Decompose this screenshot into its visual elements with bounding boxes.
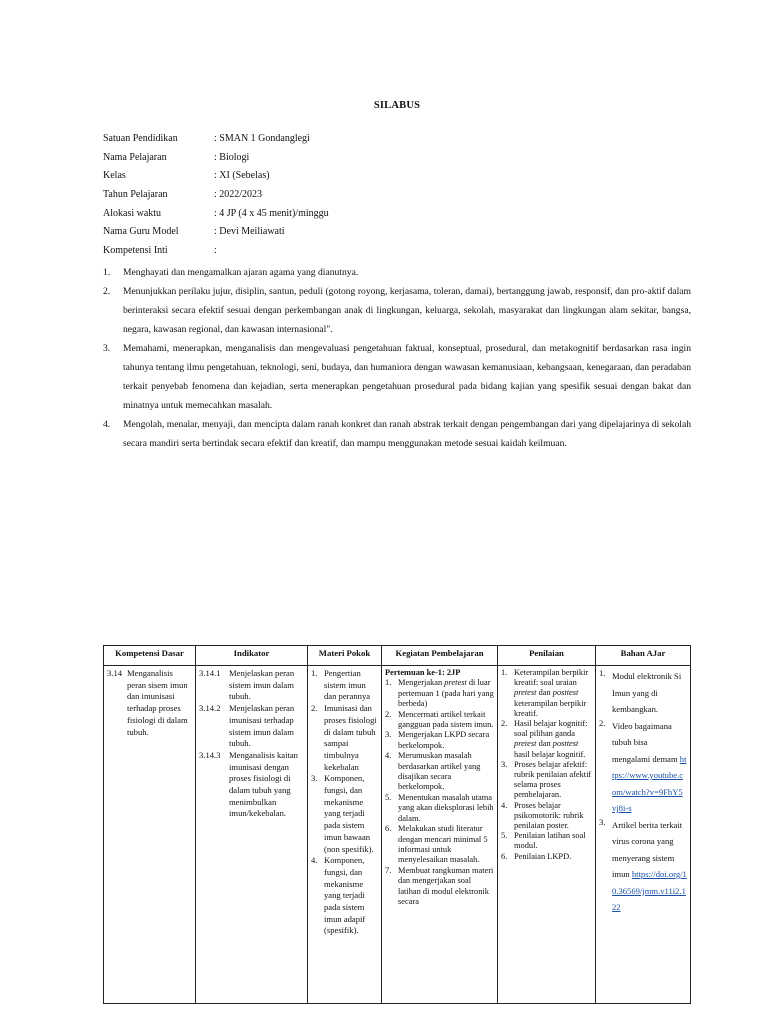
info-value: : Biologi [214, 151, 250, 163]
item-text: Menentukan masalah utama yang akan dieksplorasi lebih dalam. [398, 792, 494, 823]
item-number: 3.14.1 [199, 668, 221, 678]
item-text: Menganalisis kaitan imunisasi dengan proses fisiologi di dalam tubuh yang menimbulkan imun/kekebalan. [229, 749, 298, 819]
info-label: Nama Guru Model [103, 226, 179, 238]
item-number: 5. [501, 831, 508, 841]
penilaian-list [501, 668, 592, 862]
item-text: Hasil belajar kognitif: soal pilihan ganda pretest dan posttest hasil belajar kognitif. [514, 719, 588, 759]
info-value: : 2022/2023 [214, 189, 263, 201]
kegiatan-list [385, 678, 494, 907]
info-row [103, 205, 329, 224]
penilaian-cell [498, 666, 596, 1004]
list-item [311, 668, 378, 703]
list-item [501, 668, 592, 719]
list-item [501, 852, 592, 862]
indikator-item [199, 668, 304, 703]
info-row [103, 223, 329, 242]
item-text: Menjelaskan peran imunisasi terhadap sistem imun dalam tubuh. [229, 703, 295, 749]
list-item [501, 831, 592, 851]
item-text: Komponen, fungsi, dan mekanisme yang terjadi pada sistem imun adapif (spesifik). [324, 855, 366, 936]
item-text: Merumuskan masalah berdasarkan artikel yang disajikan secara berkelompok. [398, 751, 481, 792]
bahan-ajar-cell [596, 666, 691, 1004]
table-row [104, 666, 691, 1004]
list-item [385, 730, 494, 751]
item-number: 4. [311, 855, 318, 866]
item-number: 2. [599, 717, 606, 728]
item-number: 6. [501, 851, 508, 861]
document-title: SILABUS [373, 100, 421, 111]
kompetensi-inti-item [103, 282, 691, 339]
item-text: Menganalisis peran sisem imun dan imunisasi terhadap proses fisiologi di dalam tubuh. [127, 668, 188, 737]
list-item [385, 824, 494, 866]
kompetensi-dasar-item [107, 668, 192, 738]
info-value: : SMAN 1 Gondanglegi [214, 133, 310, 144]
indikator-item [199, 750, 304, 820]
kegiatan-content [385, 668, 494, 907]
item-text: Artikel berita terkait virus corona yang menyerang sistem imun https://doi.org/10.36569/jmm.v11i2.122 [612, 819, 687, 912]
item-text: Memahami, menerapkan, menganalisis dan mengevaluasi pengetahuan faktual, konseptual, prosedural, dan metakognitif berdasarkan rasa ingin tahunya tentang ilmu pengetahuan, teknologi, seni, budaya, dan humaniora dengan wawasan kemanusiaan, kebangsaan, kenegaraan, dan peradaban terkait penyebab fenomena dan kejadian, serta menerapkan pengetahuan prosedural pada bidang kajian yang spesifik sesuai dengan bakat dan minatnya untuk memecahkan masalah. [123, 343, 691, 411]
list-item [385, 793, 494, 824]
item-text: Menghayati dan mengamalkan ajaran agama yang dianutnya. [123, 267, 359, 278]
item-text: Mengerjakan LKPD secara berkelompok. [398, 730, 490, 750]
item-number: 6. [385, 824, 392, 834]
item-text: Pengertian sistem imun dan perannya [324, 668, 371, 702]
item-number: 5. [385, 792, 392, 802]
info-label: Alokasi waktu [103, 207, 162, 219]
item-number: 1. [385, 678, 392, 688]
list-item [385, 710, 494, 731]
item-text: Menunjukkan perilaku jujur, disiplin, santun, peduli (gotong royong, kerjasama, toleran, damai), bertanggung jawab, responsif, dan pro-aktif dalam berinteraksi secara efektif sesuai dengan perkembangan anak di lingkungan, keluarga, sekolah, masyarakat dan lingkungan alam sekitar, bangsa, negara, kawasan regional, dan kawasan internasional". [123, 286, 691, 335]
item-text: Mengolah, menalar, menyaji, dan mencipta dalam ranah konkret dan ranah abstrak terkait dengan pengembangan dari yang dipelajarinya di sekolah secara mandiri serta bertindak secara efektif dan kreatif, dan mampu menggunakan metode sesuai kaidah keilmuan. [123, 419, 691, 449]
list-item [599, 718, 687, 817]
info-label: Nama Pelajaran [103, 151, 167, 163]
list-item [311, 773, 378, 855]
item-number: 2. [385, 709, 392, 719]
item-text: Melakukan studi literatur dengan mencari minimal 5 informasi untuk menyelesaikan masalah. [398, 824, 488, 865]
list-item [501, 719, 592, 760]
item-number: 3. [385, 730, 392, 740]
item-number: 2. [501, 719, 508, 729]
materi-pokok-cell [308, 666, 382, 1004]
list-item [311, 703, 378, 773]
list-item [311, 855, 378, 937]
item-text: Proses belajar psikomotorik: rubrik penilaian poster. [514, 800, 584, 831]
info-label: Tahun Pelajaran [103, 189, 168, 201]
info-row [103, 186, 329, 205]
item-text: Mencermati artikel terkait gangguan pada sistem imun. [398, 709, 494, 730]
column-header: Bahan AJar [596, 646, 691, 666]
item-number: 2. [103, 286, 111, 297]
kegiatan-cell [382, 666, 498, 1004]
kompetensi-inti-list [103, 263, 691, 453]
item-text: Menjelaskan peran sistem imun dalam tubuh. [229, 668, 295, 702]
indikator-item [199, 703, 304, 750]
item-number: 3. [103, 343, 111, 354]
item-number: 3. [599, 816, 606, 827]
item-number: 1. [501, 668, 508, 677]
item-text: Mengerjakan pretest di luar pertemuan 1 (pada hari yang berbeda) [398, 678, 494, 709]
kompetensi-inti-item [103, 339, 691, 415]
list-item [599, 668, 687, 718]
item-text: Video bagaimana tubuh bisa mengalami demam https://www.youtube.com/watch?v=9FhY5vj8i-s [612, 720, 687, 813]
list-item [385, 866, 494, 908]
column-header: Indikator [196, 646, 308, 666]
item-text: Modul elektronik Si Imun yang di kembangkan. [612, 671, 682, 714]
list-item [385, 751, 494, 793]
list-item [501, 801, 592, 832]
item-number: 3.14.3 [199, 749, 221, 760]
kompetensi-dasar-cell [104, 666, 196, 1004]
table-header-row [104, 646, 691, 666]
info-label: Satuan Pendidikan [103, 133, 178, 144]
item-number: 4. [103, 419, 111, 430]
indikator-cell [196, 666, 308, 1004]
item-number: 3.14.2 [199, 703, 221, 714]
info-value: : XI (Sebelas) [214, 170, 270, 182]
info-row [103, 130, 329, 149]
item-number: 1. [103, 267, 111, 278]
info-row [103, 149, 329, 168]
info-label: Kelas [103, 170, 126, 182]
item-number: 1. [311, 668, 318, 678]
meeting-title: Pertemuan ke-1: 2JP [385, 668, 461, 677]
column-header: Kegiatan Pembelajaran [382, 646, 498, 666]
column-header: Penilaian [498, 646, 596, 666]
item-number: 1. [599, 668, 606, 678]
syllabus-table [103, 645, 691, 1004]
item-text: Penilaian LKPD. [514, 851, 572, 861]
info-label: Kompetensi Inti [103, 245, 168, 257]
list-item [385, 678, 494, 709]
item-number: 7. [385, 865, 392, 875]
info-value: : Devi Meiliawati [214, 226, 285, 238]
materi-list [311, 668, 378, 937]
item-number: 4. [501, 800, 508, 810]
column-header: Kompetensi Dasar [104, 646, 196, 666]
kompetensi-inti-item [103, 415, 691, 453]
item-text: Komponen, fungsi, dan mekanisme yang terjadi pada sistem imun bawaan (non spesifik). [324, 773, 374, 854]
column-header: Materi Pokok [308, 646, 382, 666]
item-number: 3. [501, 759, 508, 769]
article-link[interactable]: https://doi.org/10.36569/jmm.v11i2.122 [612, 869, 687, 912]
info-row [103, 242, 329, 261]
kompetensi-inti-item [103, 263, 691, 282]
info-value: : 4 JP (4 x 45 menit)/minggu [214, 207, 329, 219]
item-text: Membuat rangkuman materi dan mengerjakan soal latihan di modul elektronik secara [398, 865, 494, 906]
list-item [599, 817, 687, 916]
item-text: Proses belajar afektif: rubrik penilaian afektif selama proses pembelajaran. [514, 759, 592, 800]
item-number: 3. [311, 773, 318, 784]
video-link[interactable]: https://www.youtube.com/watch?v=9FhY5vj8i-s [612, 753, 687, 813]
item-number: 4. [385, 751, 392, 761]
info-value: : [214, 245, 217, 257]
item-number: 3.14 [107, 668, 123, 678]
item-number: 2. [311, 703, 318, 714]
bahan-ajar-list [599, 668, 687, 916]
identity-block [103, 130, 329, 261]
info-row [103, 167, 329, 186]
item-text: Penilaian latihan soal modul. [514, 831, 586, 851]
list-item [501, 760, 592, 801]
item-text: Keterampilan berpikir kreatif: soal uraian pretest dan posttest keterampilan berpikir kreatif. [514, 668, 589, 718]
item-text: Imunisasi dan proses fisiologi di dalam tubuh sampai timbulnya kekebalan [324, 703, 377, 772]
